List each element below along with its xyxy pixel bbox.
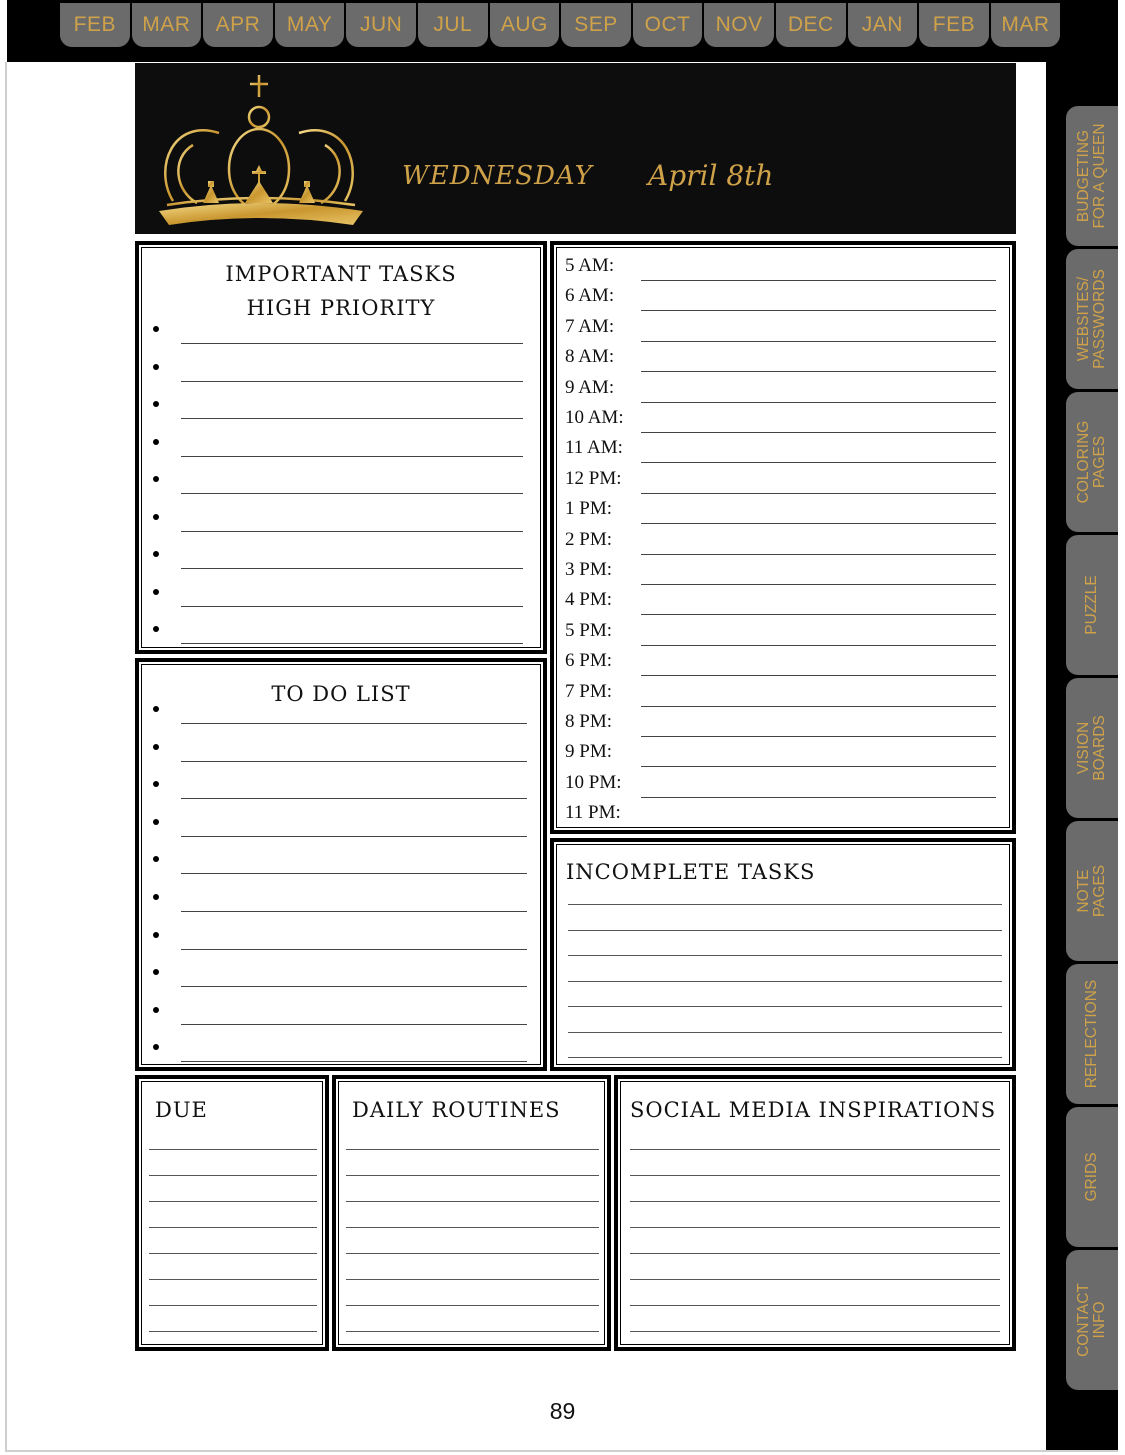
bullet-icon [153, 706, 159, 712]
writing-line[interactable] [346, 1331, 599, 1332]
writing-line [641, 280, 996, 281]
todo-list-box [135, 658, 547, 1071]
bullet-icon [153, 476, 159, 482]
writing-line [641, 310, 996, 311]
bullet-line[interactable] [153, 399, 523, 419]
bullet-line[interactable] [153, 587, 523, 607]
month-tab[interactable]: MAR [991, 3, 1061, 47]
writing-line [181, 531, 523, 532]
section-tab[interactable] [1066, 1250, 1118, 1390]
bullet-line[interactable] [153, 967, 527, 987]
writing-line [641, 554, 996, 555]
hour-slot[interactable] [565, 620, 996, 646]
writing-line[interactable] [568, 981, 1002, 982]
section-tab[interactable] [1066, 249, 1118, 389]
writing-line [641, 797, 996, 798]
page-edge [5, 62, 7, 1452]
bullet-icon [153, 819, 159, 825]
section-tab-label-line: BOARDS [1091, 715, 1108, 781]
bullet-line[interactable] [153, 549, 523, 569]
writing-line[interactable] [149, 1279, 317, 1280]
month-tab[interactable]: JUL [418, 3, 488, 47]
bullet-line[interactable] [153, 437, 523, 457]
hour-slot[interactable] [565, 255, 996, 281]
section-tab-label [1076, 715, 1108, 780]
writing-line[interactable] [630, 1253, 1000, 1254]
hour-label: 10 PM: [565, 771, 622, 793]
section-tab-label-line: CONTACT [1075, 1283, 1092, 1357]
writing-line [641, 584, 996, 585]
bullet-icon [153, 551, 159, 557]
section-tab-label [1076, 421, 1108, 504]
hour-label: 10 AM: [565, 407, 624, 428]
bullet-line[interactable] [153, 779, 527, 799]
bullet-icon [153, 326, 159, 332]
writing-line[interactable] [346, 1149, 599, 1150]
writing-line[interactable] [630, 1149, 1000, 1150]
writing-line [641, 645, 996, 646]
writing-line [641, 402, 996, 403]
month-tab[interactable]: DEC [776, 3, 846, 47]
bullet-line[interactable] [153, 704, 527, 724]
writing-line[interactable] [346, 1201, 599, 1202]
incomplete-tasks-box [550, 838, 1016, 1071]
bullet-icon [153, 781, 159, 787]
writing-line[interactable] [149, 1149, 317, 1150]
hour-label: 11 PM: [565, 802, 621, 824]
section-tabs [1066, 106, 1118, 1393]
bullet-line[interactable] [153, 362, 523, 382]
hour-slot[interactable] [565, 802, 996, 828]
writing-line [181, 949, 527, 950]
bullet-line[interactable] [153, 1005, 527, 1025]
day-header [135, 63, 1016, 234]
writing-line [181, 1061, 527, 1062]
section-tab-label-line: COLORING [1075, 420, 1092, 504]
section-tab-label [1076, 1283, 1108, 1357]
writing-line[interactable] [149, 1331, 317, 1332]
bullet-icon [153, 439, 159, 445]
section-tab-label-line: VISION [1075, 721, 1092, 775]
writing-line[interactable] [568, 904, 1002, 905]
writing-line [181, 493, 523, 494]
social-media-box [614, 1075, 1016, 1351]
writing-line[interactable] [149, 1253, 317, 1254]
hour-slot[interactable] [565, 437, 996, 463]
writing-line [641, 736, 996, 737]
important-tasks-box [135, 241, 547, 654]
month-tab[interactable]: FEB [60, 3, 130, 47]
bullet-icon [153, 626, 159, 632]
bullet-line[interactable] [153, 624, 523, 644]
hour-label: 6 AM: [565, 285, 615, 307]
daily-routines-box [332, 1075, 611, 1351]
writing-line[interactable] [346, 1305, 599, 1306]
writing-line [641, 706, 996, 707]
section-tab-label-line: REFLECTIONS [1083, 979, 1100, 1089]
month-tabs [60, 3, 1060, 47]
writing-line[interactable] [568, 930, 1002, 931]
hour-slot[interactable] [565, 498, 996, 524]
writing-line [641, 371, 996, 372]
todo-list-title: TO DO LIST [271, 682, 411, 706]
section-tab-label-line: FOR A QUEEN [1091, 123, 1108, 229]
writing-line [181, 418, 523, 419]
writing-line [641, 432, 996, 433]
section-tab-label-line: NOTE [1075, 869, 1092, 913]
hour-slot[interactable] [565, 711, 996, 737]
writing-line[interactable] [346, 1227, 599, 1228]
hour-label: 9 PM: [565, 741, 612, 763]
hour-label: 12 PM: [565, 467, 622, 489]
writing-line [181, 986, 527, 987]
month-tab[interactable]: FEB [919, 3, 989, 47]
hour-slot[interactable] [565, 589, 996, 615]
section-tab-label [1084, 575, 1100, 634]
writing-line [181, 723, 527, 724]
writing-line[interactable] [149, 1175, 317, 1176]
section-tab-label [1076, 865, 1108, 917]
bullet-line[interactable] [153, 854, 527, 874]
section-tab-label-line: PAGES [1091, 864, 1108, 918]
section-tab[interactable] [1066, 821, 1118, 961]
month-tab[interactable]: SEP [561, 3, 631, 47]
bullet-icon [153, 744, 159, 750]
section-tab-label-line: WEBSITES/ [1075, 276, 1092, 362]
section-tab-label [1084, 1152, 1100, 1201]
month-tab[interactable]: NOV [704, 3, 774, 47]
writing-line[interactable] [630, 1175, 1000, 1176]
writing-line[interactable] [149, 1201, 317, 1202]
writing-line [641, 827, 996, 828]
month-tab[interactable]: JUN [346, 3, 416, 47]
bullet-line[interactable] [153, 930, 527, 950]
hour-label: 7 PM: [565, 680, 612, 702]
weekday-label: WEDNESDAY [402, 161, 593, 191]
bullet-line[interactable] [153, 817, 527, 837]
high-priority-subtitle: HIGH PRIORITY [246, 296, 436, 320]
writing-line[interactable] [630, 1227, 1000, 1228]
section-tab-label-line: BUDGETING [1075, 129, 1092, 223]
hour-slot[interactable] [565, 741, 996, 767]
section-tab-label-line: PASSWORDS [1091, 269, 1108, 369]
social-media-title: SOCIAL MEDIA INSPIRATIONS [630, 1098, 997, 1122]
hour-label: 7 AM: [565, 315, 615, 337]
hour-slot[interactable] [565, 529, 996, 555]
writing-line[interactable] [630, 1279, 1000, 1280]
hour-slot[interactable] [565, 285, 996, 311]
page-edge-bottom [5, 1450, 1118, 1452]
bullet-line[interactable] [153, 474, 523, 494]
month-tab[interactable]: MAR [132, 3, 202, 47]
section-tab-label-line: PAGES [1091, 435, 1108, 489]
bullet-icon [153, 1044, 159, 1050]
bullet-icon [153, 1007, 159, 1013]
writing-line[interactable] [149, 1305, 317, 1306]
date-label: April 8th [648, 159, 774, 192]
bullet-icon [153, 894, 159, 900]
writing-line[interactable] [568, 1006, 1002, 1007]
section-tab[interactable] [1066, 535, 1118, 675]
writing-line[interactable] [568, 1057, 1002, 1058]
hourly-schedule-box [550, 241, 1016, 834]
writing-line [641, 462, 996, 463]
section-tab-label-line: PUZZLE [1083, 575, 1100, 635]
section-tab[interactable] [1066, 392, 1118, 532]
bullet-line[interactable] [153, 512, 523, 532]
writing-line [181, 606, 523, 607]
hour-slot[interactable] [565, 316, 996, 342]
hour-label: 6 PM: [565, 650, 612, 672]
writing-line [181, 873, 527, 874]
writing-line [181, 761, 527, 762]
due-title: DUE [155, 1098, 208, 1122]
bullet-icon [153, 969, 159, 975]
writing-line [181, 911, 527, 912]
hour-label: 9 AM: [565, 376, 615, 398]
writing-line[interactable] [346, 1175, 599, 1176]
hour-label: 8 AM: [565, 346, 615, 368]
writing-line[interactable] [346, 1279, 599, 1280]
hour-slot[interactable] [565, 772, 996, 798]
writing-line [641, 675, 996, 676]
bullet-line[interactable] [153, 324, 523, 344]
important-tasks-title: IMPORTANT TASKS [225, 262, 457, 286]
hour-label: 5 PM: [565, 619, 612, 641]
crown-icon [153, 73, 369, 225]
hour-slot[interactable] [565, 377, 996, 403]
bullet-line[interactable] [153, 892, 527, 912]
hour-slot[interactable] [565, 346, 996, 372]
bullet-icon [153, 932, 159, 938]
writing-line [181, 456, 523, 457]
section-tab-label [1076, 269, 1108, 369]
month-tab[interactable]: MAY [275, 3, 345, 47]
section-tab-label [1084, 980, 1100, 1089]
section-tab-label-line: INFO [1091, 1301, 1108, 1339]
bullet-icon [153, 364, 159, 370]
hour-slot[interactable] [565, 559, 996, 585]
writing-line [181, 381, 523, 382]
hour-label: 2 PM: [565, 528, 612, 550]
writing-line[interactable] [568, 955, 1002, 956]
section-tab[interactable] [1066, 964, 1118, 1104]
hour-label: 3 PM: [565, 559, 612, 580]
writing-line [181, 343, 523, 344]
page-number: 89 [549, 1398, 576, 1424]
writing-line[interactable] [149, 1227, 317, 1228]
writing-line [641, 341, 996, 342]
writing-line [181, 568, 523, 569]
section-tab[interactable] [1066, 106, 1118, 246]
month-tab[interactable]: AUG [490, 3, 560, 47]
writing-line [181, 643, 523, 644]
writing-line [181, 798, 527, 799]
writing-line [641, 523, 996, 524]
writing-line[interactable] [630, 1331, 1000, 1332]
hour-slot[interactable] [565, 650, 996, 676]
bullet-line[interactable] [153, 1042, 527, 1062]
bullet-icon [153, 401, 159, 407]
writing-line [641, 493, 996, 494]
hour-slot[interactable] [565, 407, 996, 433]
bullet-icon [153, 589, 159, 595]
section-tab-label [1076, 123, 1108, 228]
hour-label: 5 AM: [565, 255, 615, 276]
due-box [135, 1075, 329, 1351]
section-tab[interactable] [1066, 1107, 1118, 1247]
writing-line[interactable] [630, 1305, 1000, 1306]
section-tab-label-line: GRIDS [1083, 1152, 1100, 1202]
hour-label: 11 AM: [565, 437, 623, 459]
section-tab[interactable] [1066, 678, 1118, 818]
bullet-icon [153, 514, 159, 520]
hour-slot[interactable] [565, 681, 996, 707]
month-tab[interactable]: JAN [848, 3, 918, 47]
hour-label: 8 PM: [565, 711, 612, 732]
incomplete-tasks-title: INCOMPLETE TASKS [566, 860, 816, 884]
writing-line [181, 836, 527, 837]
hour-label: 1 PM: [565, 498, 612, 520]
month-tab[interactable]: OCT [633, 3, 703, 47]
writing-line [641, 614, 996, 615]
hour-slot[interactable] [565, 468, 996, 494]
writing-line [181, 1024, 527, 1025]
daily-routines-title: DAILY ROUTINES [352, 1098, 561, 1122]
writing-line[interactable] [346, 1253, 599, 1254]
month-tab[interactable]: APR [203, 3, 273, 47]
bullet-line[interactable] [153, 742, 527, 762]
hour-label: 4 PM: [565, 589, 612, 611]
bullet-icon [153, 856, 159, 862]
writing-line[interactable] [568, 1032, 1002, 1033]
writing-line [641, 766, 996, 767]
writing-line[interactable] [630, 1201, 1000, 1202]
